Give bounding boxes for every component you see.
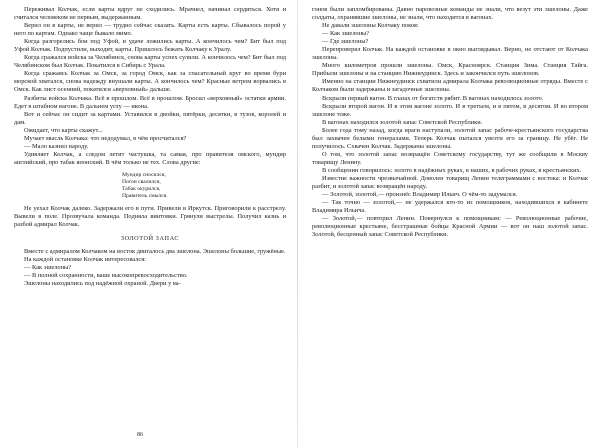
book-gutter: [297, 0, 298, 448]
paragraph: — Золотой,— повторил Ленин. Повернулся к помощникам: — Революционные рабочие, революционные крестьяне, бесстрашные бойцы Красной Армии — вот он наш золотой запас. Золотой, бесценный запас Советской Республики.: [312, 215, 588, 239]
paragraph: — Мало казнил народу.: [24, 142, 89, 150]
paragraph: Много километров прошли эшелоны. Омск, Красноярск. Станция Зима. Станция Тайга. Прибыли эшелоны и на станцию Нижнеудинск. Здесь и закончился путь эшелонов.: [312, 62, 588, 78]
verse-line: Правитель смылся.: [122, 192, 168, 199]
paragraph: — Где эшелоны?: [322, 38, 369, 46]
page-number: 86: [137, 432, 143, 438]
paragraph: гонов были запломбированы. Давно паровозные команды не знали, что везут эти эшелоны. Даже солдаты, охранявшие эшелоны, не знали, что находится в вагонах.: [312, 6, 588, 22]
left-paragraphs-c: [14, 248, 286, 288]
paragraph: Переживал Колчак, если карты вдруг не сходились. Мрачнел, начинал сердиться. Хотя и считался человеком не первым, выдержанным.: [14, 6, 286, 22]
paragraph: Мучает мысль Колчака: что недодумал, в чём просчитался?: [24, 134, 187, 142]
paragraph: Когда разгорелись бои под Уфой, и удаче ложились карты. А кончилось чем? Бит был под Уфой Колчак. Подпустили, выходит, карты. Пришлось бежать Колчаку к Уралу.: [14, 38, 286, 54]
paragraph: Вместе с адмиралом Колчаком на восток двигалось два эшелона. Эшелоны большие, гружёные.: [24, 248, 286, 256]
paragraph: Более года тому назад, когда враги наступали, золотой запас рабоче-крестьянского государства был захвачен белыми генералами. Теперь Колчак пытался увезти его за границу. Не убёг. Не получилось. Схвачен Колчак. Задержаны эшелоны.: [312, 126, 588, 150]
paragraph: Перепроверял Колчак. На каждой остановке в окно выглядывал. Верно, не отстают от Колчака эшелоны.: [312, 46, 588, 62]
paragraph: Не уехал Колчак далеко. Задержали его в пути. Привели в Иркутск. Приговорили к расстрелу. Вывели в поле. Прозвучала команда. Подняла винтовки. Грянули выстрелы. Получил казнь и разбой адмирал Колчак.: [14, 204, 286, 229]
paragraph: Эшелоны находились под надёжной охраной. Двери у ва-: [24, 280, 181, 288]
section-title: ЗОЛОТОЙ ЗАПАС: [120, 235, 180, 243]
paragraph: Вот и сейчас он сидит за картами. Уставился в двойки, пятёрки, десятки, в тузов, королей и дам.: [14, 110, 286, 126]
paragraph: — Как эшелоны?: [322, 30, 370, 38]
right-page: [312, 6, 588, 446]
paragraph: Когда сражаясь Колчак за Омск, за город Омск, как за спасательный круг во время бури морской хватался, снова надежду внушали карты. А кончилось чем? Красные ветром ворвались в Омск. Как лист осенний, покатился «верховный» дальше.: [14, 70, 286, 94]
paragraph: Именно на станции Нижнеудинск схватили адмирала Колчака революционные отряды. Вместе с Колчаком были задержаны и загадочные эшелоны.: [312, 78, 588, 94]
paragraph: — Так точно — золотой,— не удержался кто-то из помощников, находившихся в кабинете Владимира Ильича.: [312, 199, 588, 215]
paragraph: Верил он в карты, не верил — трудно сейчас сказать. Карты есть карты. Сбывалось порой у него по картам. Однако чаще бывало мимо.: [14, 22, 286, 38]
paragraph: Удивляет Колчак, а следом летит частушка, та самая, про правителя омского, мундир английский, про табак японский. В чём только не тех. Слова другие:: [14, 150, 286, 166]
paragraph: В сообщении говорилось: золото в надёжных руках, в наших, в рабочих руках, в крестьянских.: [322, 166, 582, 174]
verse-stanza: [122, 172, 286, 200]
paragraph: Вскрыли второй вагон. И в этом вагоне золото. И в третьем, и в пятом, в десятом. И во втором эшелоне тоже.: [312, 102, 588, 118]
paragraph: Известие важности чрезвычайной. Доволен товарищ Ленин телеграммами с востока: и Колчак разбит, и золотой запас возвращён народу.: [312, 174, 588, 191]
paragraph: Когда сражался войска за Челябинск, снова карты успех сулили. А кончилось чем? Бит был под Челябинском был Колчак. Покатился в Сибирь с Урала.: [14, 54, 286, 70]
left-paragraphs-a: [14, 6, 286, 167]
paragraph: — Как эшелоны?: [24, 264, 72, 272]
paragraph: Вскрыли первый вагон. В глазах от богатств рябит. В вагонах находилось золото.: [322, 94, 544, 102]
paragraph: Разбиты войска Колчака. Всё в прошлом. Всё в прошлом. Бросил «верховный» остатки армии. Едет в штабном вагоне. В дальнем углу — икона.: [14, 94, 286, 110]
verse-line: Табак окурился,: [122, 185, 161, 192]
paragraph: Не давали эшелоны Колчаку покоя:: [322, 22, 419, 30]
paragraph: О том, что золотой запас возвращён Советскому государству, тут же сообщили в Москву товарищу Ленину.: [312, 150, 588, 166]
paragraph: В вагонах находился золотой запас Советской Республики.: [322, 118, 483, 126]
verse-line: Погон свалился,: [122, 178, 161, 185]
verse-line: Мундир сносился,: [122, 171, 166, 178]
paragraph: — В полной сохранности, ваше высокопревосходительство.: [24, 272, 188, 280]
left-paragraphs-b: [14, 205, 286, 229]
paragraph: Ожидает, что карты скажут...: [24, 126, 103, 134]
paragraph: — Золотой, золотой,— произнёс Владимир Ильич. О чём-то задумался.: [322, 191, 518, 199]
left-page: [14, 6, 286, 446]
paragraph: На каждой остановке Колчак интересовался:: [24, 256, 146, 264]
